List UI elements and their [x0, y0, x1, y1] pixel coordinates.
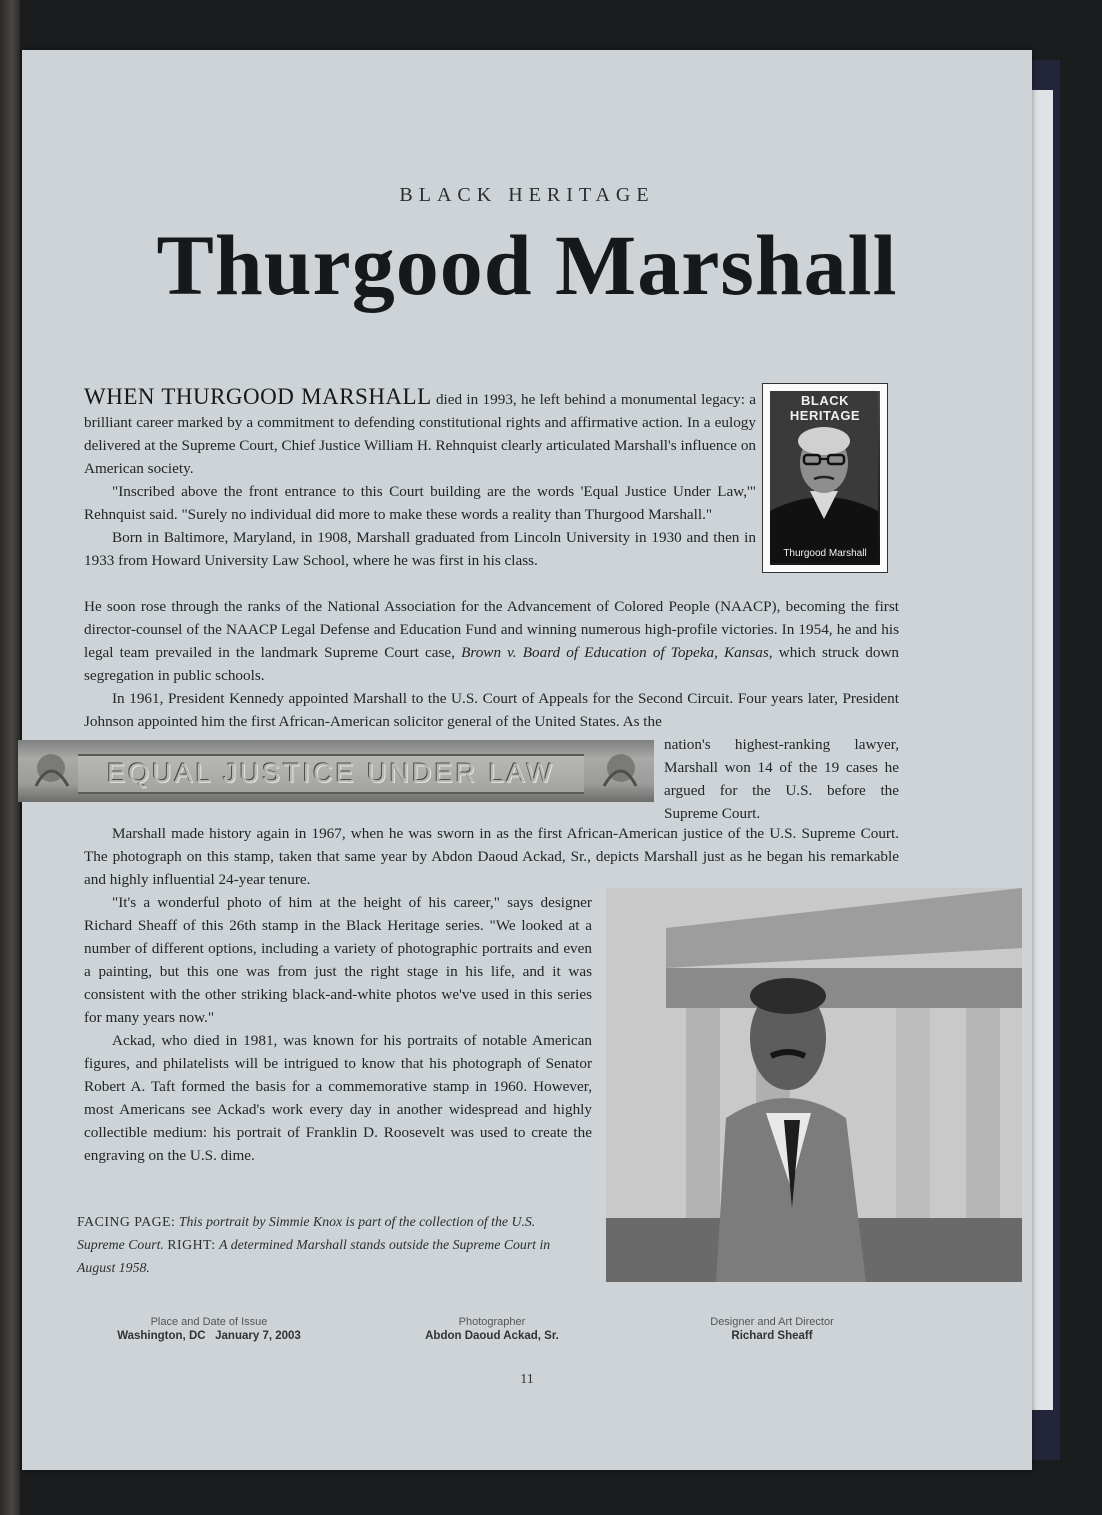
- page-stack-edge: [1030, 90, 1053, 1410]
- inscription-photo: [18, 740, 654, 802]
- article-text-side: [664, 733, 899, 825]
- page-title: Thurgood Marshall: [156, 217, 898, 313]
- paragraph-6: "It's a wonderful photo of him at the height of his career," says designer Richard Sheaff of this 26th stamp in the Black Heritage series. "We looked at a number of different options, including a variety of photographic portraits and even a painting, but this one was from just the right stage in his life, and it was consistent with the other striking black-and-white photos we've used in this series for many years now.": [84, 894, 592, 1026]
- binder-edge: [0, 0, 20, 1515]
- paragraph-7: Ackad, who died in 1981, was known for his portraits of notable American figures, and philatelists will be intrigued to know that his photograph of Senator Robert A. Taft formed the basis for a commemorative stamp in 1960. However, most Americans see Ackad's work every day in another widespread and highly collectible medium: his portrait of Franklin D. Roosevelt was used to create the engraving on the U.S. dime.: [84, 1032, 592, 1164]
- credit-place-date: [94, 1316, 324, 1342]
- credit-designer: [672, 1316, 872, 1342]
- paragraph-4-cont: nation's highest-ranking lawyer, Marshall won 14 of the 19 cases he argued for the U.S. before the Supreme Court.: [664, 736, 899, 822]
- ornament-right-icon: [596, 746, 646, 796]
- paragraph-3a: Born in Baltimore, Maryland, in 1908, Marshall graduated from Lincoln University in 1930 and then in 1933 from Howard University Law School, where he was first in his class.: [84, 529, 756, 569]
- lead-caps: WHEN THURGOOD MARSHALL: [84, 384, 432, 409]
- stamp-title: BLACK HERITAGE: [789, 393, 861, 423]
- paragraph-3b-text: He soon rose through the ranks of the National Association for the Advancement of Colored People (NAACP), becoming the first director-counsel of the NAACP Legal Defense and Education Fund and winning numerous high-profile victories. In 1954, he and his legal team prevailed in the landmark Supreme Court case,: [84, 598, 899, 661]
- paragraph-1-text: died in 1993, he left behind a monumental legacy: a brilliant career marked by a commitment to defending constitutional rights and affirmative action. In a eulogy delivered at the Supreme Court, Chief Justice William H. Rehnquist clearly articulated Marshall's influence on American society.: [84, 391, 757, 477]
- article-text-lower: [84, 891, 592, 1167]
- inscription-text: EQUAL JUSTICE UNDER LAW: [106, 758, 556, 788]
- stamp-name: Thurgood Marshall: [783, 548, 867, 559]
- caption-text-2: A determined Marshall stands outside the Supreme Court in August 1958.: [77, 1237, 551, 1275]
- article-text-mid: [84, 822, 899, 891]
- page: [22, 50, 1032, 1470]
- case-name: Brown v. Board of Education of Topeka, Kansas: [461, 644, 769, 661]
- caption-label-2: RIGHT:: [167, 1237, 216, 1252]
- marshall-photo: [606, 888, 1022, 1282]
- credit-designer-value: Richard Sheaff: [731, 1330, 813, 1342]
- stamp-portrait: [770, 391, 880, 565]
- paragraph-3b: [84, 595, 899, 687]
- credit-designer-label: Designer and Art Director: [710, 1316, 834, 1328]
- credit-photographer-label: Photographer: [458, 1316, 526, 1328]
- article-text-wide: [84, 595, 899, 733]
- credit-place-value: Washington, DC January 7, 2003: [117, 1330, 301, 1342]
- photo-caption: [77, 1210, 557, 1279]
- article-text-upper: [84, 385, 756, 572]
- paragraph-2: "Inscribed above the front entrance to this Court building are the words 'Equal Justice Under Law,'" Rehnquist said. "Surely no individual did more to make these words a reality than Thurgood Marshall.": [84, 483, 756, 523]
- credit-photographer-value: Abdon Daoud Ackad, Sr.: [425, 1330, 559, 1342]
- marshall-photo-art: [606, 888, 1022, 1282]
- paragraph-3b-end: , which struck down segregation in public schools.: [84, 644, 900, 684]
- ornament-left-icon: [26, 746, 76, 796]
- page-number: 11: [520, 1372, 534, 1387]
- series-kicker: BLACK HERITAGE: [399, 184, 655, 206]
- inscription-band: [78, 754, 584, 794]
- paragraph-5: Marshall made history again in 1967, when he was sworn in as the first African-American justice of the U.S. Supreme Court. The photograph on this stamp, taken that same year by Abdon Daoud Ackad, Sr., depicts Marshall just as he began his remarkable and highly influential 24-year tenure.: [84, 825, 899, 888]
- stamp-image: [762, 383, 888, 573]
- credit-place-label: Place and Date of Issue: [150, 1316, 268, 1328]
- caption-text-1: This portrait by Simmie Knox is part of the collection of the U.S. Supreme Court.: [77, 1214, 536, 1252]
- credit-photographer: [392, 1316, 592, 1342]
- paragraph-1: [84, 385, 756, 480]
- caption-label-1: FACING PAGE:: [77, 1214, 176, 1229]
- paragraph-4: In 1961, President Kennedy appointed Marshall to the U.S. Court of Appeals for the Second Circuit. Four years later, President Johnson appointed him the first African-American solicitor general of the United States. As the: [84, 690, 899, 730]
